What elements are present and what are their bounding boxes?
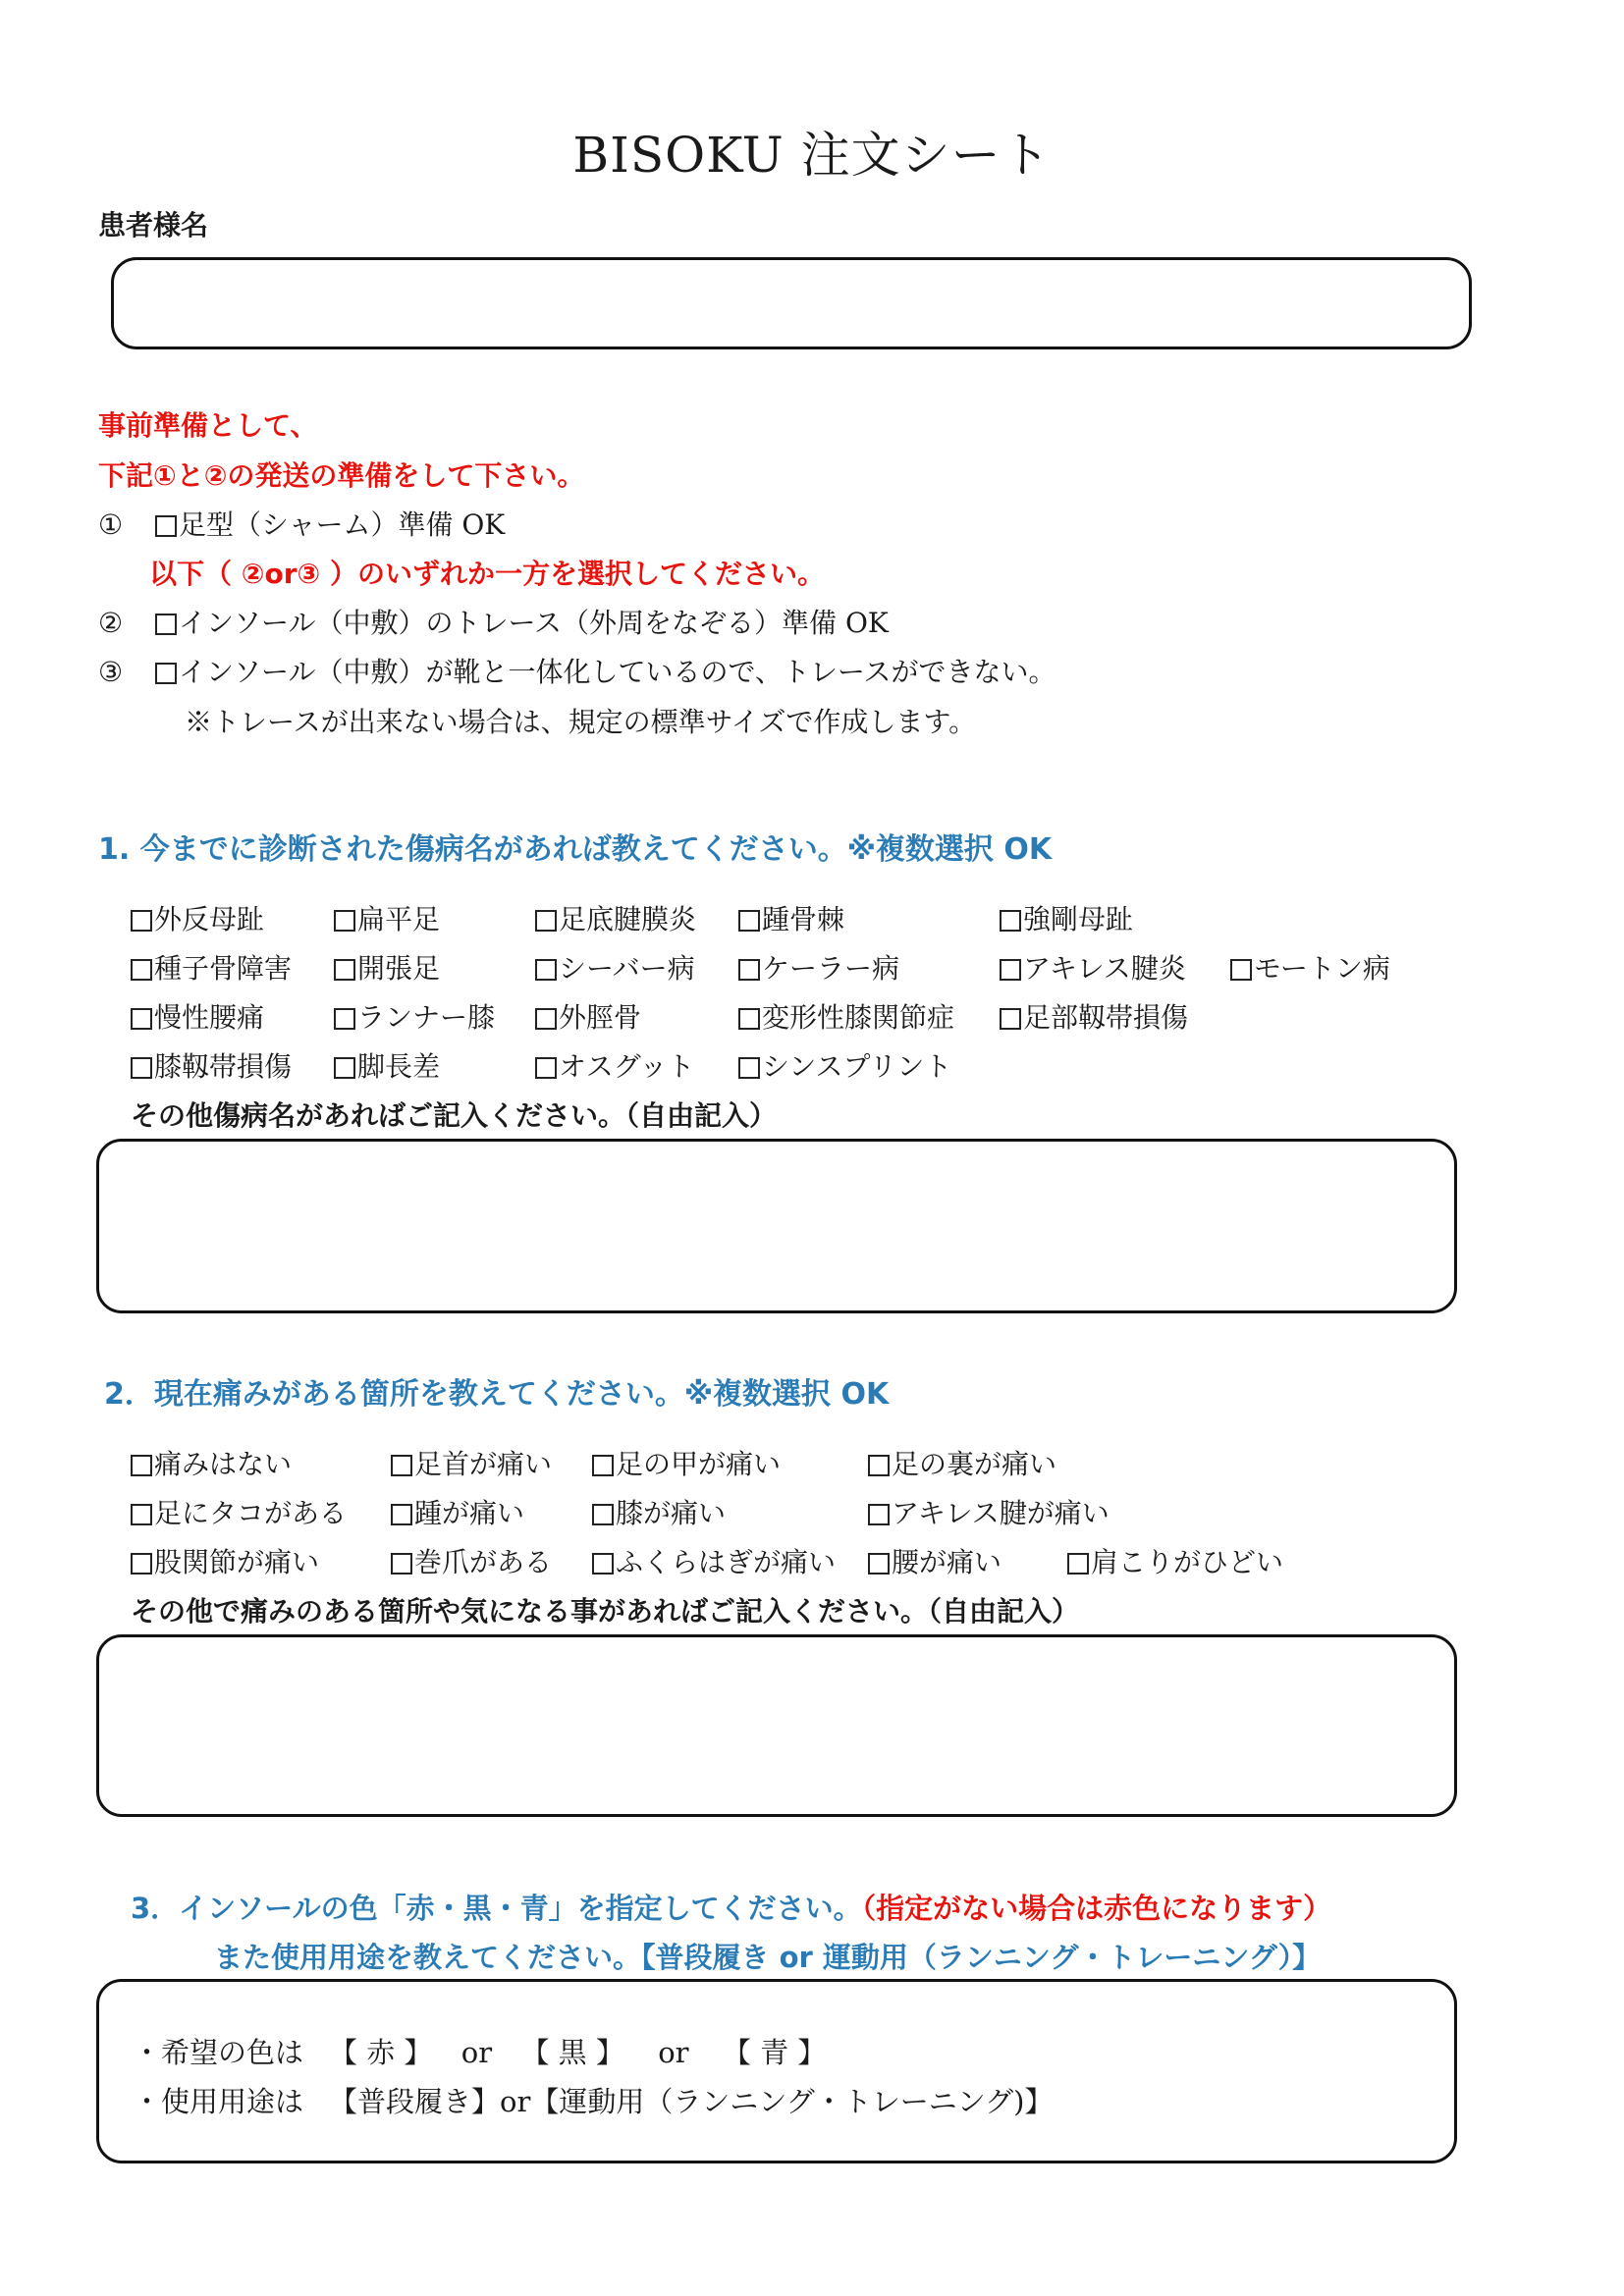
pain-checkbox-sole[interactable] (868, 1443, 1056, 1482)
color-choice-row (133, 2031, 826, 2071)
checkbox-icon (592, 1455, 614, 1476)
or-text: or (500, 2085, 531, 2118)
checkbox-icon (1000, 959, 1021, 981)
section1-other-label: その他傷病名があればご記入ください。（自由記入） (131, 1099, 778, 1132)
condition-checkbox-sever[interactable] (535, 947, 695, 987)
prep-item-number: ③ (98, 656, 124, 688)
checkbox-icon (131, 1057, 152, 1079)
condition-checkbox-leg-length[interactable] (334, 1045, 440, 1085)
pain-checkbox-ingrown-nail[interactable] (391, 1541, 552, 1580)
pain-checkbox-instep[interactable] (592, 1443, 781, 1482)
or-text: or (658, 2036, 689, 2069)
page-title: BISOKU 注文シート (572, 127, 1052, 184)
checkbox-icon (868, 1455, 890, 1476)
section2-heading: 2．現在痛みがある箇所を教えてください。※複数選択 OK (104, 1377, 890, 1412)
prep-item-label: 足型（シャーム）準備 OK (179, 508, 506, 541)
checkbox-icon (155, 614, 177, 635)
prep-item-1[interactable] (98, 504, 505, 543)
checkbox-label: ケーラー病 (762, 952, 900, 985)
checkbox-icon (155, 515, 177, 537)
checkbox-label: 肩こりがひどい (1091, 1546, 1284, 1578)
checkbox-label: 巻爪がある (414, 1546, 553, 1578)
pain-checkbox-achilles[interactable] (868, 1492, 1110, 1531)
prep-choice-note: 以下（ ②or③ ）のいずれか一方を選択してください。 (149, 558, 825, 590)
prep-item-number: ② (98, 607, 124, 639)
condition-checkbox-chronic-back-pain[interactable] (131, 996, 264, 1036)
condition-checkbox-flat-foot[interactable] (334, 898, 440, 937)
section1-other-textarea[interactable] (96, 1139, 1457, 1313)
condition-checkbox-morton[interactable] (1230, 947, 1390, 987)
prep-item-label: インソール（中敷）のトレース（外周をなぞる）準備 OK (179, 607, 889, 639)
checkbox-label: 脚長差 (357, 1050, 441, 1083)
checkbox-label: ランナー膝 (357, 1001, 496, 1034)
prep-line1: 事前準備として、 (98, 409, 318, 442)
checkbox-icon (334, 910, 355, 932)
checkbox-icon (535, 1008, 557, 1030)
pain-checkbox-heel[interactable] (391, 1492, 524, 1531)
checkbox-icon (1000, 910, 1021, 932)
checkbox-label: オスグット (559, 1050, 695, 1083)
pain-checkbox-ankle[interactable] (391, 1443, 552, 1482)
pain-checkbox-knee[interactable] (592, 1492, 726, 1531)
condition-checkbox-osgood[interactable] (535, 1045, 694, 1085)
use-option-everyday[interactable]: 【普段履き】 (329, 2085, 501, 2118)
checkbox-label: シーバー病 (559, 952, 695, 985)
checkbox-label: 膝靱帯損傷 (154, 1050, 293, 1083)
pain-checkbox-lower-back[interactable] (868, 1541, 1001, 1580)
use-choice-row (133, 2080, 1054, 2120)
checkbox-icon (592, 1504, 614, 1525)
checkbox-label: アキレス腱炎 (1023, 952, 1186, 985)
pain-checkbox-calf[interactable] (592, 1541, 836, 1580)
checkbox-icon (738, 910, 760, 932)
pain-checkbox-shoulder[interactable] (1067, 1541, 1283, 1580)
condition-checkbox-foot-ligament[interactable] (1000, 996, 1188, 1036)
section2-other-textarea[interactable] (96, 1634, 1457, 1817)
condition-checkbox-runners-knee[interactable] (334, 996, 495, 1036)
section1-heading: 1. 今までに診断された傷病名があれば教えてください。※複数選択 OK (98, 832, 1053, 867)
condition-checkbox-hallux-rigidus[interactable] (1000, 898, 1133, 937)
or-text: or (460, 2036, 493, 2069)
checkbox-icon (131, 1553, 152, 1575)
checkbox-label: 外反母趾 (154, 903, 265, 935)
checkbox-icon (1230, 959, 1252, 981)
checkbox-icon (535, 1057, 557, 1079)
checkbox-label: 足首が痛い (414, 1448, 553, 1480)
checkbox-icon (131, 1008, 152, 1030)
condition-checkbox-shin-splints[interactable] (738, 1045, 951, 1085)
checkbox-label: 強剛母趾 (1023, 903, 1134, 935)
checkbox-icon (155, 663, 177, 684)
checkbox-icon (535, 959, 557, 981)
section3-heading-main: 3．インソールの色「赤・黒・青」を指定してください。 (131, 1892, 862, 1925)
checkbox-icon (391, 1504, 412, 1525)
checkbox-icon (391, 1455, 412, 1476)
checkbox-icon (738, 959, 760, 981)
condition-checkbox-accessory-navicular[interactable] (535, 996, 641, 1036)
prep-line2: 下記①と②の発送の準備をして下さい。 (98, 459, 585, 492)
checkbox-label: シンスプリント (762, 1050, 952, 1083)
prep-footnote: ※トレースが出来ない場合は、規定の標準サイズで作成します。 (185, 706, 977, 738)
color-option-red[interactable]: 【 赤 】 (329, 2036, 433, 2069)
prep-item-label: インソール（中敷）が靴と一体化しているので、トレースができない。 (179, 656, 1056, 688)
checkbox-label: 足底腱膜炎 (559, 903, 697, 935)
prep-item-3[interactable] (98, 651, 1056, 690)
condition-checkbox-kohler[interactable] (738, 947, 899, 987)
pain-checkbox-none[interactable] (131, 1443, 292, 1482)
condition-checkbox-heel-spur[interactable] (738, 898, 844, 937)
checkbox-icon (391, 1553, 412, 1575)
condition-checkbox-splay-foot[interactable] (334, 947, 440, 987)
condition-checkbox-plantar-fasciitis[interactable] (535, 898, 696, 937)
checkbox-label: 変形性膝関節症 (762, 1001, 955, 1034)
color-option-black[interactable]: 【 黒 】 (520, 2036, 624, 2069)
prep-item-2[interactable] (98, 602, 889, 641)
checkbox-icon (535, 910, 557, 932)
patient-name-label: 患者様名 (98, 209, 209, 241)
checkbox-label: 膝が痛い (616, 1497, 727, 1529)
checkbox-icon (738, 1057, 760, 1079)
checkbox-icon (592, 1553, 614, 1575)
checkbox-icon (1067, 1553, 1089, 1575)
checkbox-label: 痛みはない (154, 1448, 293, 1480)
condition-checkbox-sesamoid[interactable] (131, 947, 292, 987)
prep-item-number: ① (98, 508, 124, 541)
checkbox-icon (131, 1455, 152, 1476)
checkbox-label: 扁平足 (357, 903, 441, 935)
checkbox-icon (1000, 1008, 1021, 1030)
checkbox-label: 開張足 (357, 952, 441, 985)
checkbox-label: アキレス腱が痛い (892, 1497, 1110, 1529)
checkbox-icon (334, 1008, 355, 1030)
section2-other-label: その他で痛みのある箇所や気になる事があればご記入ください。（自由記入） (131, 1595, 1080, 1628)
section3-heading (131, 1887, 1331, 1927)
condition-checkbox-knee-oa[interactable] (738, 996, 954, 1036)
checkbox-icon (868, 1553, 890, 1575)
checkbox-label: モートン病 (1254, 952, 1390, 985)
section3-answer-box (96, 1979, 1457, 2163)
color-label: ・希望の色は (133, 2036, 304, 2069)
checkbox-icon (868, 1504, 890, 1525)
checkbox-label: 踵が痛い (414, 1497, 525, 1529)
pain-checkbox-callus[interactable] (131, 1492, 347, 1531)
checkbox-icon (131, 959, 152, 981)
checkbox-icon (738, 1008, 760, 1030)
condition-checkbox-hallux-valgus[interactable] (131, 898, 264, 937)
checkbox-label: 慢性腰痛 (154, 1001, 265, 1034)
color-option-blue[interactable]: 【 青 】 (722, 2036, 827, 2069)
checkbox-label: ふくらはぎが痛い (616, 1546, 837, 1578)
pain-checkbox-hip[interactable] (131, 1541, 319, 1580)
checkbox-icon (334, 959, 355, 981)
checkbox-label: 腰が痛い (892, 1546, 1002, 1578)
checkbox-label: 足の裏が痛い (892, 1448, 1057, 1480)
checkbox-label: 股関節が痛い (154, 1546, 320, 1578)
section3-subheading: また使用用途を教えてください。【普段履き or 運動用（ランニング・トレーニング）】 (214, 1941, 1322, 1974)
checkbox-label: 足部靱帯損傷 (1023, 1001, 1189, 1034)
checkbox-icon (131, 910, 152, 932)
condition-checkbox-achilles-tendinitis[interactable] (1000, 947, 1186, 987)
patient-name-field[interactable] (111, 257, 1472, 349)
checkbox-icon (131, 1504, 152, 1525)
checkbox-label: 種子骨障害 (154, 952, 293, 985)
condition-checkbox-knee-ligament[interactable] (131, 1045, 292, 1085)
checkbox-label: 足の甲が痛い (616, 1448, 782, 1480)
checkbox-label: 外脛骨 (559, 1001, 642, 1034)
section3-heading-note: （指定がない場合は赤色になります） (861, 1892, 1332, 1925)
checkbox-label: 足にタコがある (154, 1497, 348, 1529)
checkbox-icon (334, 1057, 355, 1079)
use-label: ・使用用途は (133, 2085, 304, 2118)
use-option-sports[interactable]: 【運動用（ランニング・トレーニング)】 (530, 2085, 1054, 2118)
checkbox-label: 踵骨棘 (762, 903, 845, 935)
